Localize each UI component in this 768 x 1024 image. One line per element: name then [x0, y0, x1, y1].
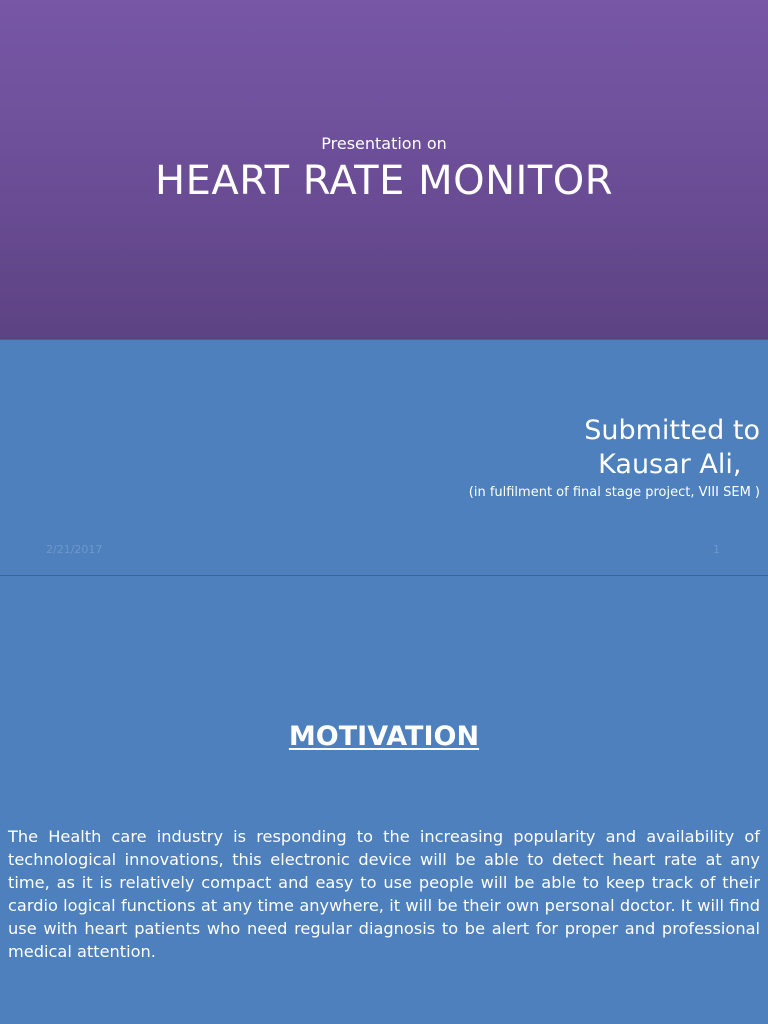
fulfilment-note: (in fulfilment of final stage project, VIII SEM )	[468, 485, 760, 500]
slide-date: 2/21/2017	[46, 543, 103, 556]
title-slide	[0, 0, 768, 340]
slide-page-number: 1	[713, 543, 720, 556]
motivation-heading-text: MOTIVATION	[288, 721, 480, 752]
motivation-paragraph: The Health care industry is responding to the increasing popularity and availability of technological innovations, this electronic device will be able to detect heart rate at any time, as it is relatively compact and easy to use people will be able to keep track of their cardio logical functions at any time anywhere, it will be their own personal doctor. It will find use with heart patients who need regular diagnosis to be alert for proper and professional medical attention.	[8, 827, 760, 961]
submitted-to-name: Kausar Ali,	[598, 449, 750, 480]
presentation-kicker: Presentation on	[321, 134, 447, 153]
section-heading	[0, 721, 768, 752]
submission-slide	[0, 341, 768, 576]
submitted-to-label: Submitted to	[584, 415, 760, 446]
motivation-slide	[0, 577, 768, 1024]
presentation-title: HEART RATE MONITOR	[154, 158, 614, 204]
